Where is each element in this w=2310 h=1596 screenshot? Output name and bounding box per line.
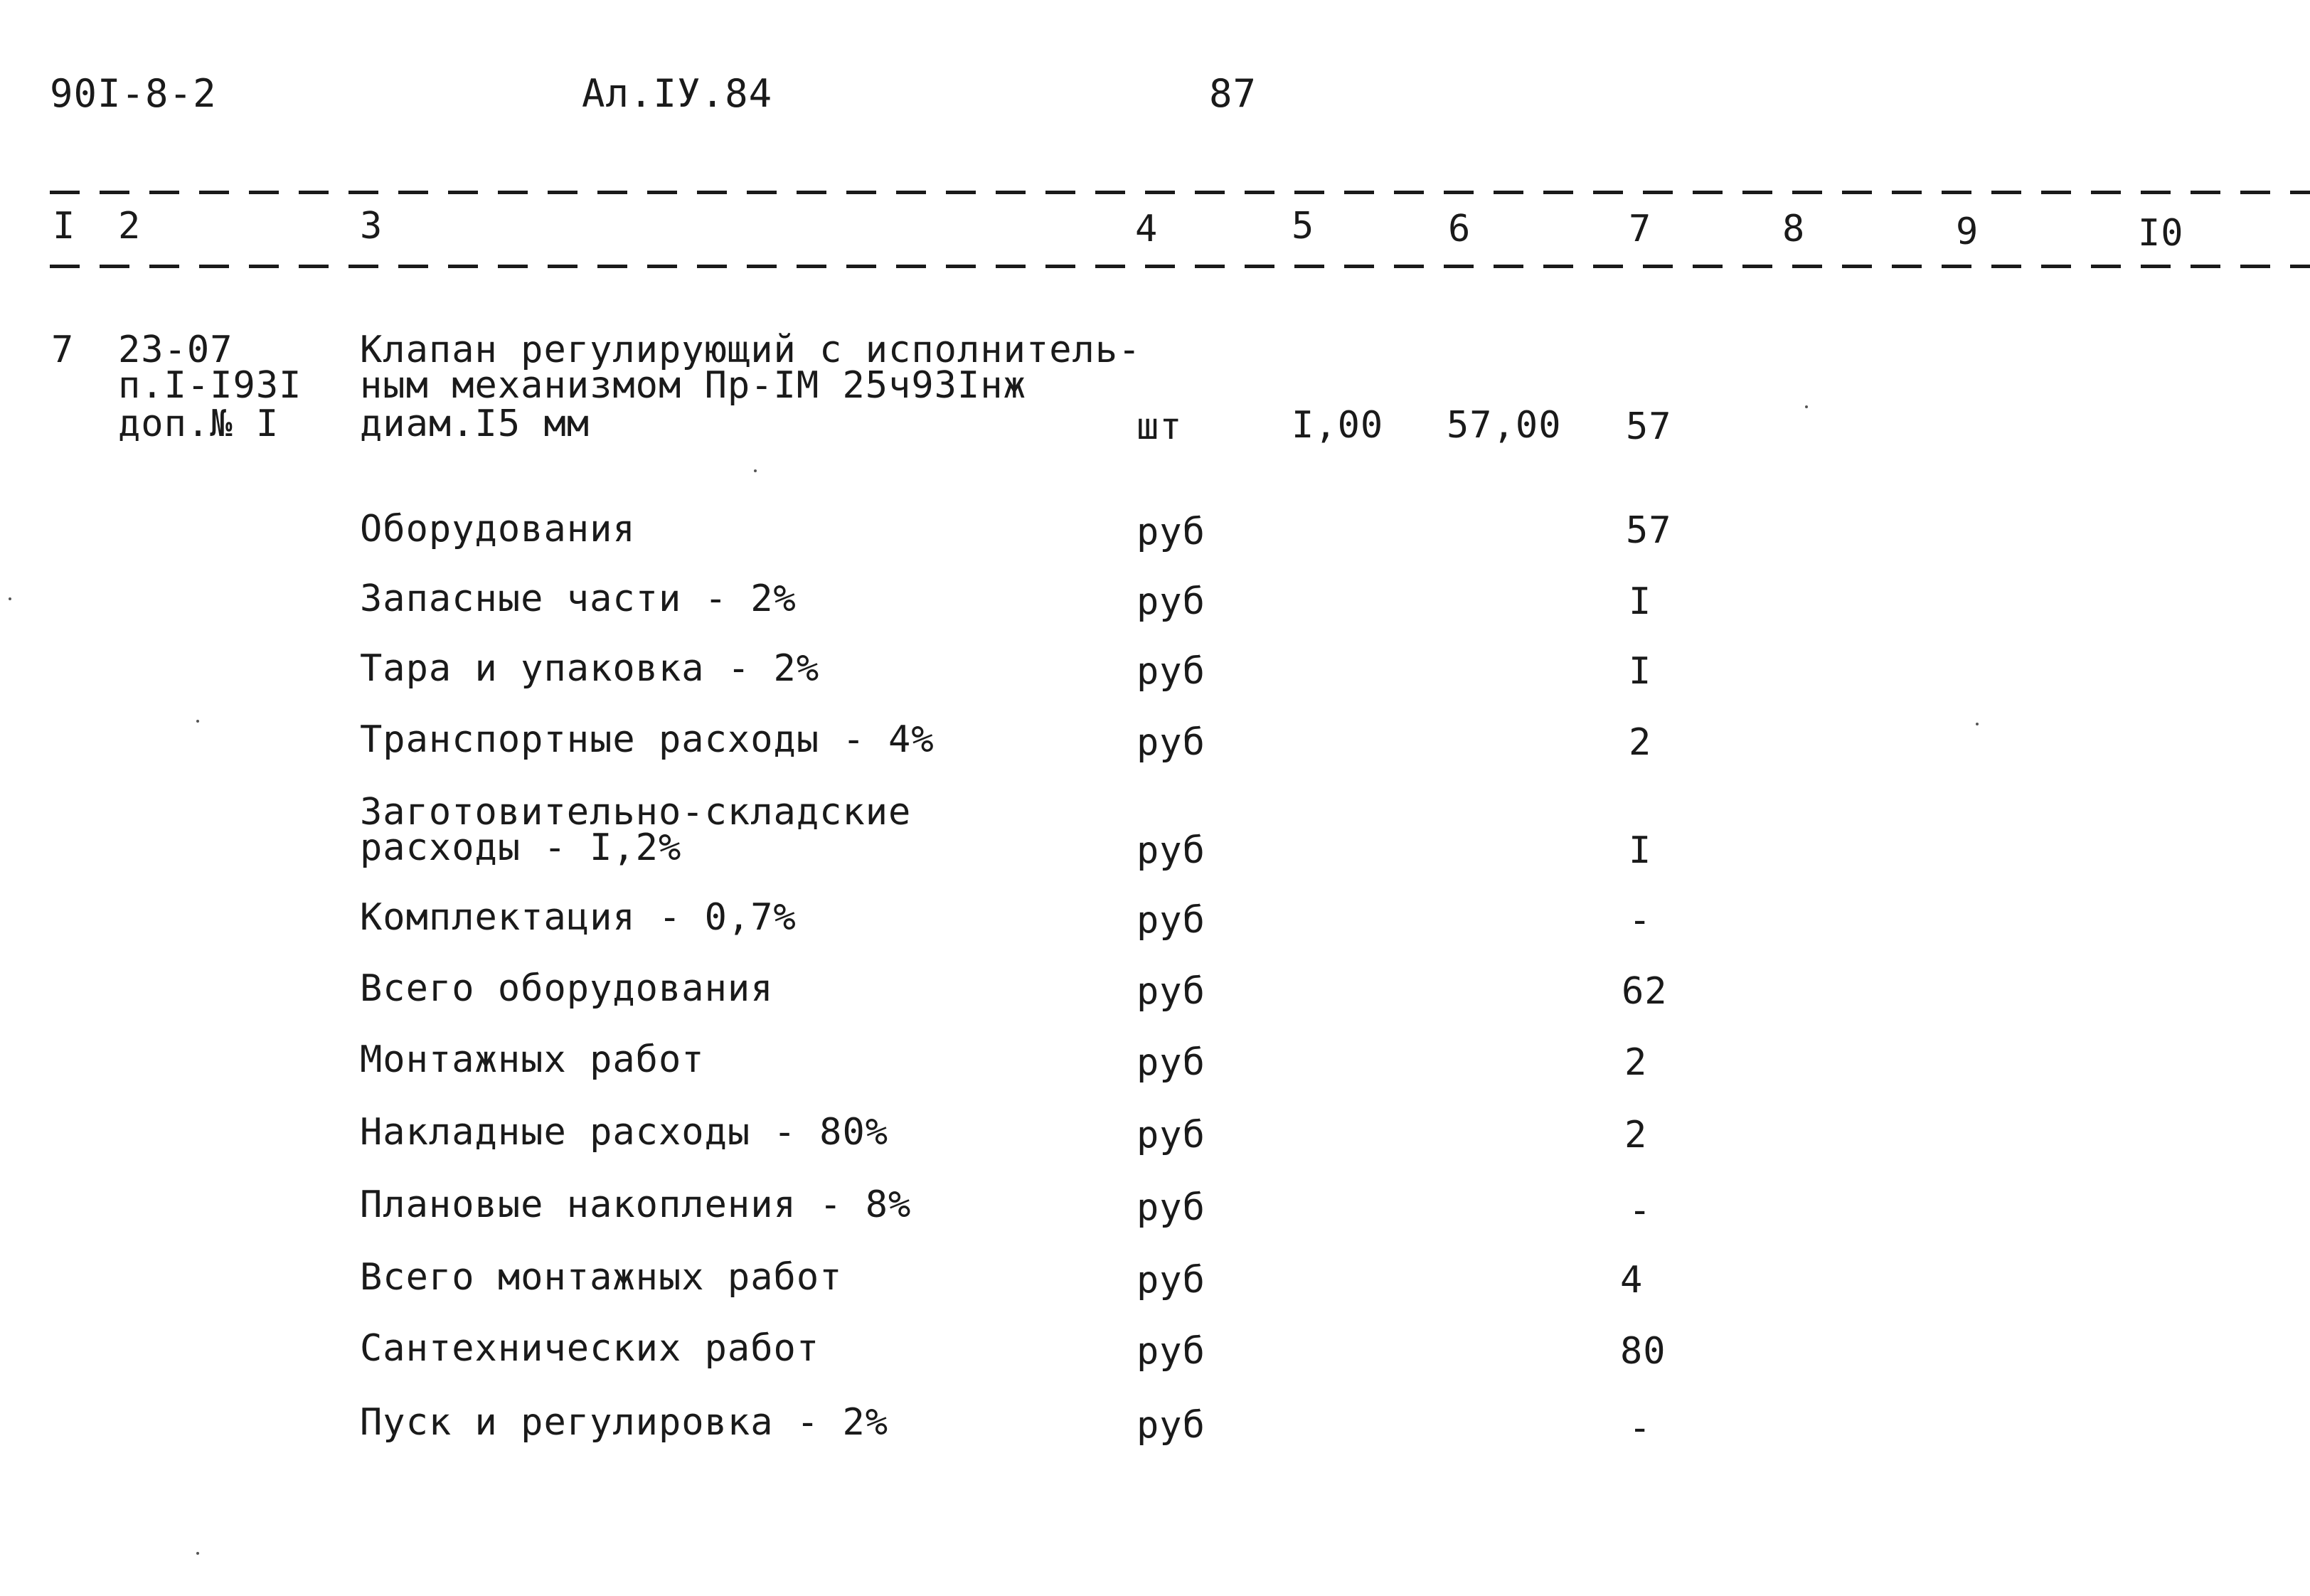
cost-label: Монтажных работ <box>360 1038 705 1081</box>
cost-unit: руб <box>1137 580 1205 623</box>
page-number: 87 <box>1209 71 1257 116</box>
cost-unit: руб <box>1137 899 1205 942</box>
cost-unit: руб <box>1137 1186 1205 1229</box>
cost-unit: руб <box>1137 829 1205 872</box>
item-unit: шт <box>1137 405 1183 448</box>
cost-label: Запасные части - 2% <box>360 578 797 620</box>
item-total: 57 <box>1626 405 1672 448</box>
cost-value: 57 <box>1626 509 1672 552</box>
cost-label: Оборудования <box>360 508 636 550</box>
cost-label: Сантехнических работ <box>360 1327 820 1370</box>
album-ref: Ал.IУ.84 <box>582 71 773 116</box>
item-name-line: диам.I5 мм <box>360 403 590 445</box>
column-header: 2 <box>118 205 142 248</box>
cost-label: Всего монтажных работ <box>360 1256 843 1299</box>
cost-label: Тара и упаковка - 2% <box>360 647 820 690</box>
cost-label: Заготовительно-складские <box>360 791 912 834</box>
cost-label: Плановые накопления - 8% <box>360 1183 912 1226</box>
cost-value: I <box>1629 650 1652 693</box>
cost-value: 2 <box>1624 1114 1648 1156</box>
cost-unit: руб <box>1137 511 1205 553</box>
cost-value: I <box>1629 829 1652 872</box>
item-code-line: доп.№ I <box>118 403 280 445</box>
item-number: 7 <box>51 329 75 371</box>
item-quantity: I,00 <box>1292 404 1384 447</box>
cost-value: 80 <box>1620 1330 1666 1373</box>
cost-unit: руб <box>1137 1114 1205 1156</box>
column-header: 3 <box>360 205 383 248</box>
column-header: I0 <box>2138 212 2184 255</box>
item-unit-price: 57,00 <box>1447 404 1562 447</box>
item-name-line: ным механизмом Пр-IМ 25ч93Iнж <box>360 364 1026 407</box>
scan-speck <box>9 597 11 600</box>
cost-value: - <box>1629 899 1652 942</box>
column-header: 5 <box>1292 205 1315 248</box>
cost-label: Комплектация - 0,7% <box>360 896 797 939</box>
cost-unit: руб <box>1137 1259 1205 1302</box>
column-header: I <box>53 205 76 248</box>
cost-unit: руб <box>1137 650 1205 693</box>
cost-value: I <box>1629 580 1652 623</box>
cost-value: 62 <box>1622 970 1668 1013</box>
cost-unit: руб <box>1137 721 1205 764</box>
cost-unit: руб <box>1137 1041 1205 1084</box>
item-code-line: 23-07 <box>118 329 233 371</box>
scan-speck <box>1976 723 1979 725</box>
cost-unit: руб <box>1137 1404 1205 1447</box>
column-header: 6 <box>1448 208 1471 250</box>
column-header: 4 <box>1135 208 1159 250</box>
cost-label-continued: расходы - I,2% <box>360 826 682 869</box>
cost-value: - <box>1629 1189 1652 1232</box>
cost-value: 2 <box>1624 1041 1648 1084</box>
cost-label: Пуск и регулировка - 2% <box>360 1401 889 1444</box>
item-name-line: Клапан регулирующий с исполнитель- <box>360 329 1141 371</box>
cost-label: Всего оборудования <box>360 967 774 1010</box>
scan-speck <box>196 720 199 723</box>
item-code-line: п.I-I93I <box>118 364 302 407</box>
scan-speck <box>754 469 757 472</box>
cost-label: Транспортные расходы - 4% <box>360 718 935 761</box>
cost-unit: руб <box>1137 1330 1205 1373</box>
cost-label: Накладные расходы - 80% <box>360 1111 889 1154</box>
header-bottom-rule <box>50 265 2310 268</box>
cost-value: - <box>1629 1407 1652 1449</box>
cost-unit: руб <box>1137 970 1205 1013</box>
header-top-rule <box>50 191 2310 194</box>
doc-code: 90I-8-2 <box>50 71 217 116</box>
column-header: 9 <box>1956 211 1979 253</box>
cost-value: 4 <box>1620 1259 1644 1302</box>
scan-speck <box>1805 405 1808 408</box>
cost-value: 2 <box>1629 721 1652 764</box>
scan-speck <box>196 1552 199 1555</box>
column-header: 7 <box>1629 208 1652 250</box>
column-header: 8 <box>1782 208 1806 250</box>
